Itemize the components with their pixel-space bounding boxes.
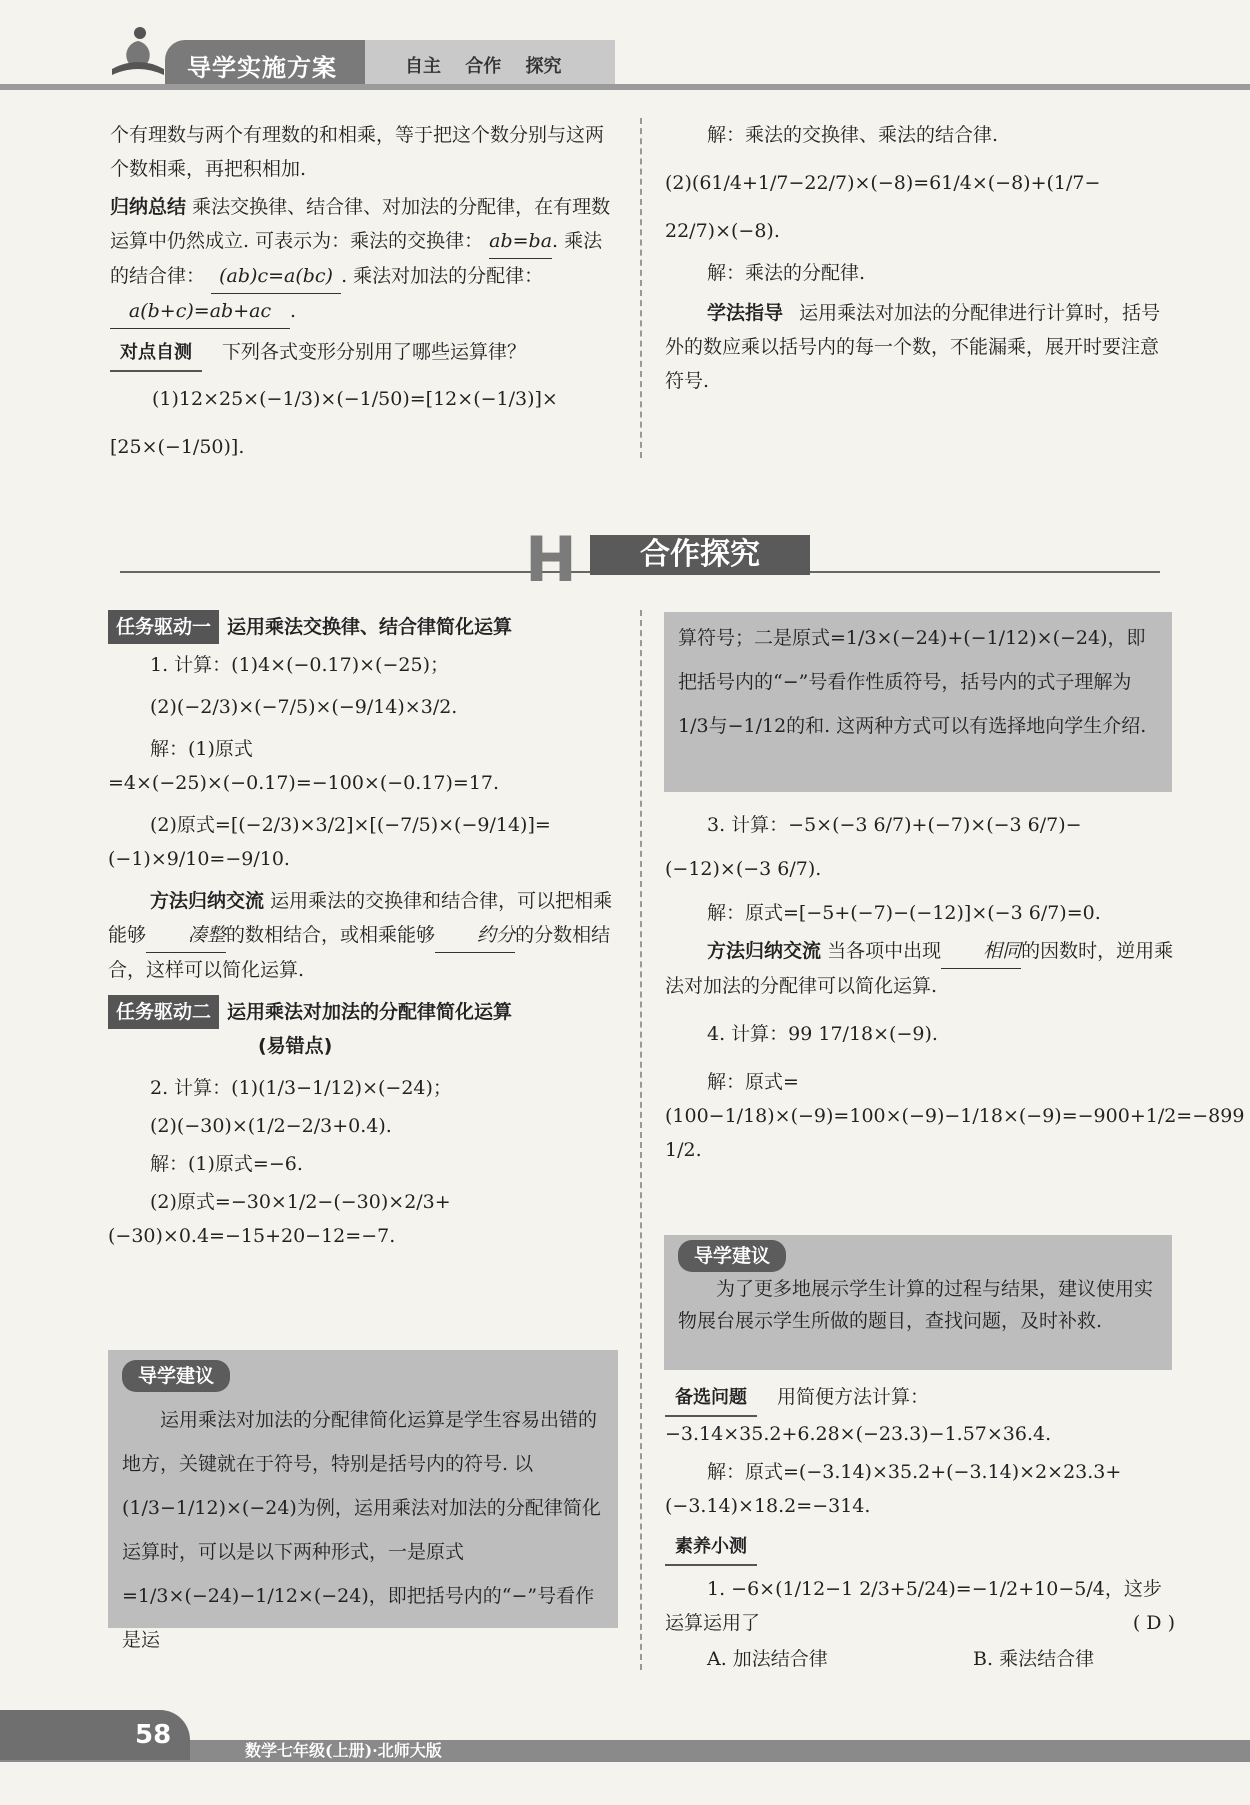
method-prefix: 运用乘法的交换律和结合律，可以把相乘能够 [108, 890, 613, 946]
method2-blank: 相同 [941, 934, 1021, 969]
extra-problem-label: 备选问题 [665, 1381, 757, 1417]
extra-problem-solution: 解：原式=(−3.14)×35.2+(−3.14)×2×23.3+(−3.14)×18.2=−314. [665, 1461, 1122, 1517]
teaching-advice-box-left [108, 1350, 618, 1651]
exercise2-solution2: (2)原式=−30×1/2−(−30)×2/3+(−30)×0.4=−15+20−12=−7. [108, 1191, 451, 1247]
method-blank-2: 约分 [435, 918, 515, 953]
distributive-prefix: . 乘法对加法的分配律： [341, 265, 544, 287]
book-leaf-logo-icon [110, 25, 166, 83]
exercise4-line: 4. 计算：99 17/18×(−9). [707, 1023, 938, 1045]
self-test-q1-line2: [25×(−1/50)]. [110, 436, 245, 458]
self-test-q2-line1: (2)(61/4+1/7−22/7)×(−8)=61/4×(−8)+(1/7− [665, 172, 1101, 194]
exercise1-line2: (2)(−2/3)×(−7/5)×(−9/14)×3/2. [150, 696, 458, 718]
associative-prefix: . 乘法的结合律： [110, 230, 603, 287]
section-banner [120, 523, 1160, 596]
study-guide-label: 学法指导 [707, 302, 784, 324]
teaching-advice-box-continued [664, 612, 1172, 792]
page-header [0, 0, 1250, 95]
exercise1-solution1: 解：(1)原式=4×(−25)×(−0.17)=−100×(−0.17)=17. [108, 738, 500, 794]
teaching-advice-label: 导学建议 [122, 1360, 230, 1392]
method2-prefix: 当各项中出现 [827, 940, 942, 962]
task1-tag: 任务驱动一 [108, 610, 219, 644]
right-top-column [665, 118, 1175, 398]
page-number-tab [0, 1710, 190, 1760]
task2-subtitle: (易错点) [258, 1035, 333, 1057]
quiz-answer: ( D ) [1132, 1612, 1175, 1634]
teaching-advice-continued-text: 算符号；二是原式=1/3×(−24)+(−1/12)×(−24)，即把括号内的“−”号看作性质符号，括号内的式子理解为1/3与−1/12的和. 这两种方式可以有选择地向学生介绍. [678, 627, 1147, 737]
teaching-advice-2-label: 导学建议 [678, 1240, 786, 1272]
banner-title: 合作探究 [590, 535, 810, 575]
page-footer [0, 1700, 1250, 1780]
method2-suffix: 的因数时，逆用乘法对加法的分配律可以简化运算. [665, 940, 1174, 997]
exercise1-solution2: (2)原式=[(−2/3)×3/2]×[(−7/5)×(−9/14)]=(−1)×9/10=−9/10. [108, 814, 551, 870]
option-b: B. 乘法结合律 [973, 1648, 1095, 1670]
exercise1-line1: 1. 计算：(1)4×(−0.17)×(−25)； [150, 654, 449, 676]
exercise3-solution: 解：原式=[−5+(−7)−(−12)]×(−3 6/7)=0. [707, 902, 1101, 924]
quiz-label: 素养小测 [665, 1530, 757, 1566]
distributive-blank: a(b+c)=ab+ac [110, 294, 290, 329]
left-main-column [108, 610, 620, 1253]
task2-tag: 任务驱动二 [108, 995, 219, 1029]
column-divider-top [640, 118, 642, 458]
header-title: 导学实施方案 [187, 54, 337, 82]
method-suffix: 的分数相结合，这样可以简化运算. [108, 924, 611, 981]
header-rule [0, 84, 1250, 90]
exercise2-line1: 2. 计算：(1)(1/3−1/12)×(−24)； [150, 1077, 452, 1099]
quiz-question: 1. −6×(1/12−1 2/3+5/24)=−1/2+10−5/4，这步运算运用了 [665, 1578, 1162, 1634]
teaching-advice-text: 运用乘法对加法的分配律简化运算是学生容易出错的地方，关键就在于符号，特别是括号内的符号. 以(1/3−1/12)×(−24)为例，运用乘法对加法的分配律简化运算时，可以是以下两种形式，一是原式=1/3×(−24)−1/12×(−24)，即把括号内的“−”号看作是运 [122, 1409, 601, 1651]
extra-problem-question: 用简便方法计算：−3.14×35.2+6.28×(−23.3)−1.57×36.4. [665, 1386, 1052, 1445]
header-subtitle: 自主 合作 探究 [405, 56, 562, 77]
right-bottom-column [665, 1380, 1175, 1676]
distributive-law-statement: 个有理数与两个有理数的和相乘，等于把这个数分别与这两个数相乘，再把积相加. [110, 124, 605, 180]
left-top-column: 个有理数与两个有理数的和相乘，等于把这个数分别与这两个数相乘，再把积相加. 归纳总结 乘法交换律、结合律、对加法的分配律，在有理数运算中仍然成立. 可表示为：乘法的交换律： ab=ba. 乘法的结合律： (ab)c=a(bc) . 乘法对加法的分配律： a(b+c)=ab+ac . 对点自测 下列各式变形分别用了哪些运算律？ (1)12×25×(−1/3)×(−1/50)=[12×(−1/3)]× [25×(−1/50)]. [110, 118, 620, 464]
task1-title: 运用乘法交换律、结合律简化运算 [227, 616, 513, 638]
exercise2-line2: (2)(−30)×(1/2−2/3+0.4). [150, 1115, 392, 1137]
study-guide-text: 运用乘法对加法的分配律进行计算时，括号外的数应乘以括号内的每一个数，不能漏乘，展开时要注意符号. [665, 302, 1161, 392]
teaching-advice-2-text: 为了更多地展示学生计算的过程与结果，建议使用实物展台展示学生所做的题目，查找问题，及时补救. [678, 1278, 1154, 1332]
method-blank-1: 凑整 [146, 918, 226, 953]
header-tab [165, 40, 365, 86]
method-middle: 的数相结合，或相乘能够 [226, 924, 436, 946]
self-test-q1-line1: (1)12×25×(−1/3)×(−1/50)=[12×(−1/3)]× [152, 388, 558, 410]
answer-1: 解：乘法的交换律、乘法的结合律. [707, 124, 999, 146]
option-a: A. 加法结合律 [707, 1648, 828, 1670]
exercise2-solution1: 解：(1)原式=−6. [150, 1153, 303, 1175]
exercise3-line2: (−12)×(−3 6/7). [665, 858, 822, 880]
self-test-label: 对点自测 [110, 336, 202, 372]
exercise3-line1: 3. 计算：−5×(−3 6/7)+(−7)×(−3 6/7)− [707, 814, 1082, 836]
column-divider-bottom [640, 610, 642, 1670]
method2-label: 方法归纳交流 [707, 940, 822, 962]
method-label: 方法归纳交流 [150, 890, 265, 912]
self-test-question: 下列各式变形分别用了哪些运算律？ [222, 341, 527, 363]
associative-blank: (ab)c=a(bc) [211, 259, 341, 294]
page-number: 58 [135, 1720, 172, 1750]
banner-letter: H [525, 523, 577, 596]
header-right-panel [365, 40, 615, 86]
task2-title: 运用乘法对加法的分配律简化运算 [227, 1001, 513, 1023]
exercise4-solution: 解：原式=(100−1/18)×(−9)=100×(−9)−1/18×(−9)=−900+1/2=−899 1/2. [665, 1071, 1245, 1161]
commutative-blank: ab=ba [489, 224, 552, 259]
teaching-advice-box-right [664, 1235, 1172, 1370]
summary-label: 归纳总结 [110, 196, 187, 218]
right-main-column [665, 808, 1245, 1167]
summary-text: 乘法交换律、结合律、对加法的分配律，在有理数运算中仍然成立. 可表示为：乘法的交换律： [110, 196, 611, 252]
self-test-q2-line2: 22/7)×(−8). [665, 220, 780, 242]
footer-book-title: 数学七年级(上册)·北师大版 [245, 1741, 442, 1760]
answer-2: 解：乘法的分配律. [707, 262, 866, 284]
